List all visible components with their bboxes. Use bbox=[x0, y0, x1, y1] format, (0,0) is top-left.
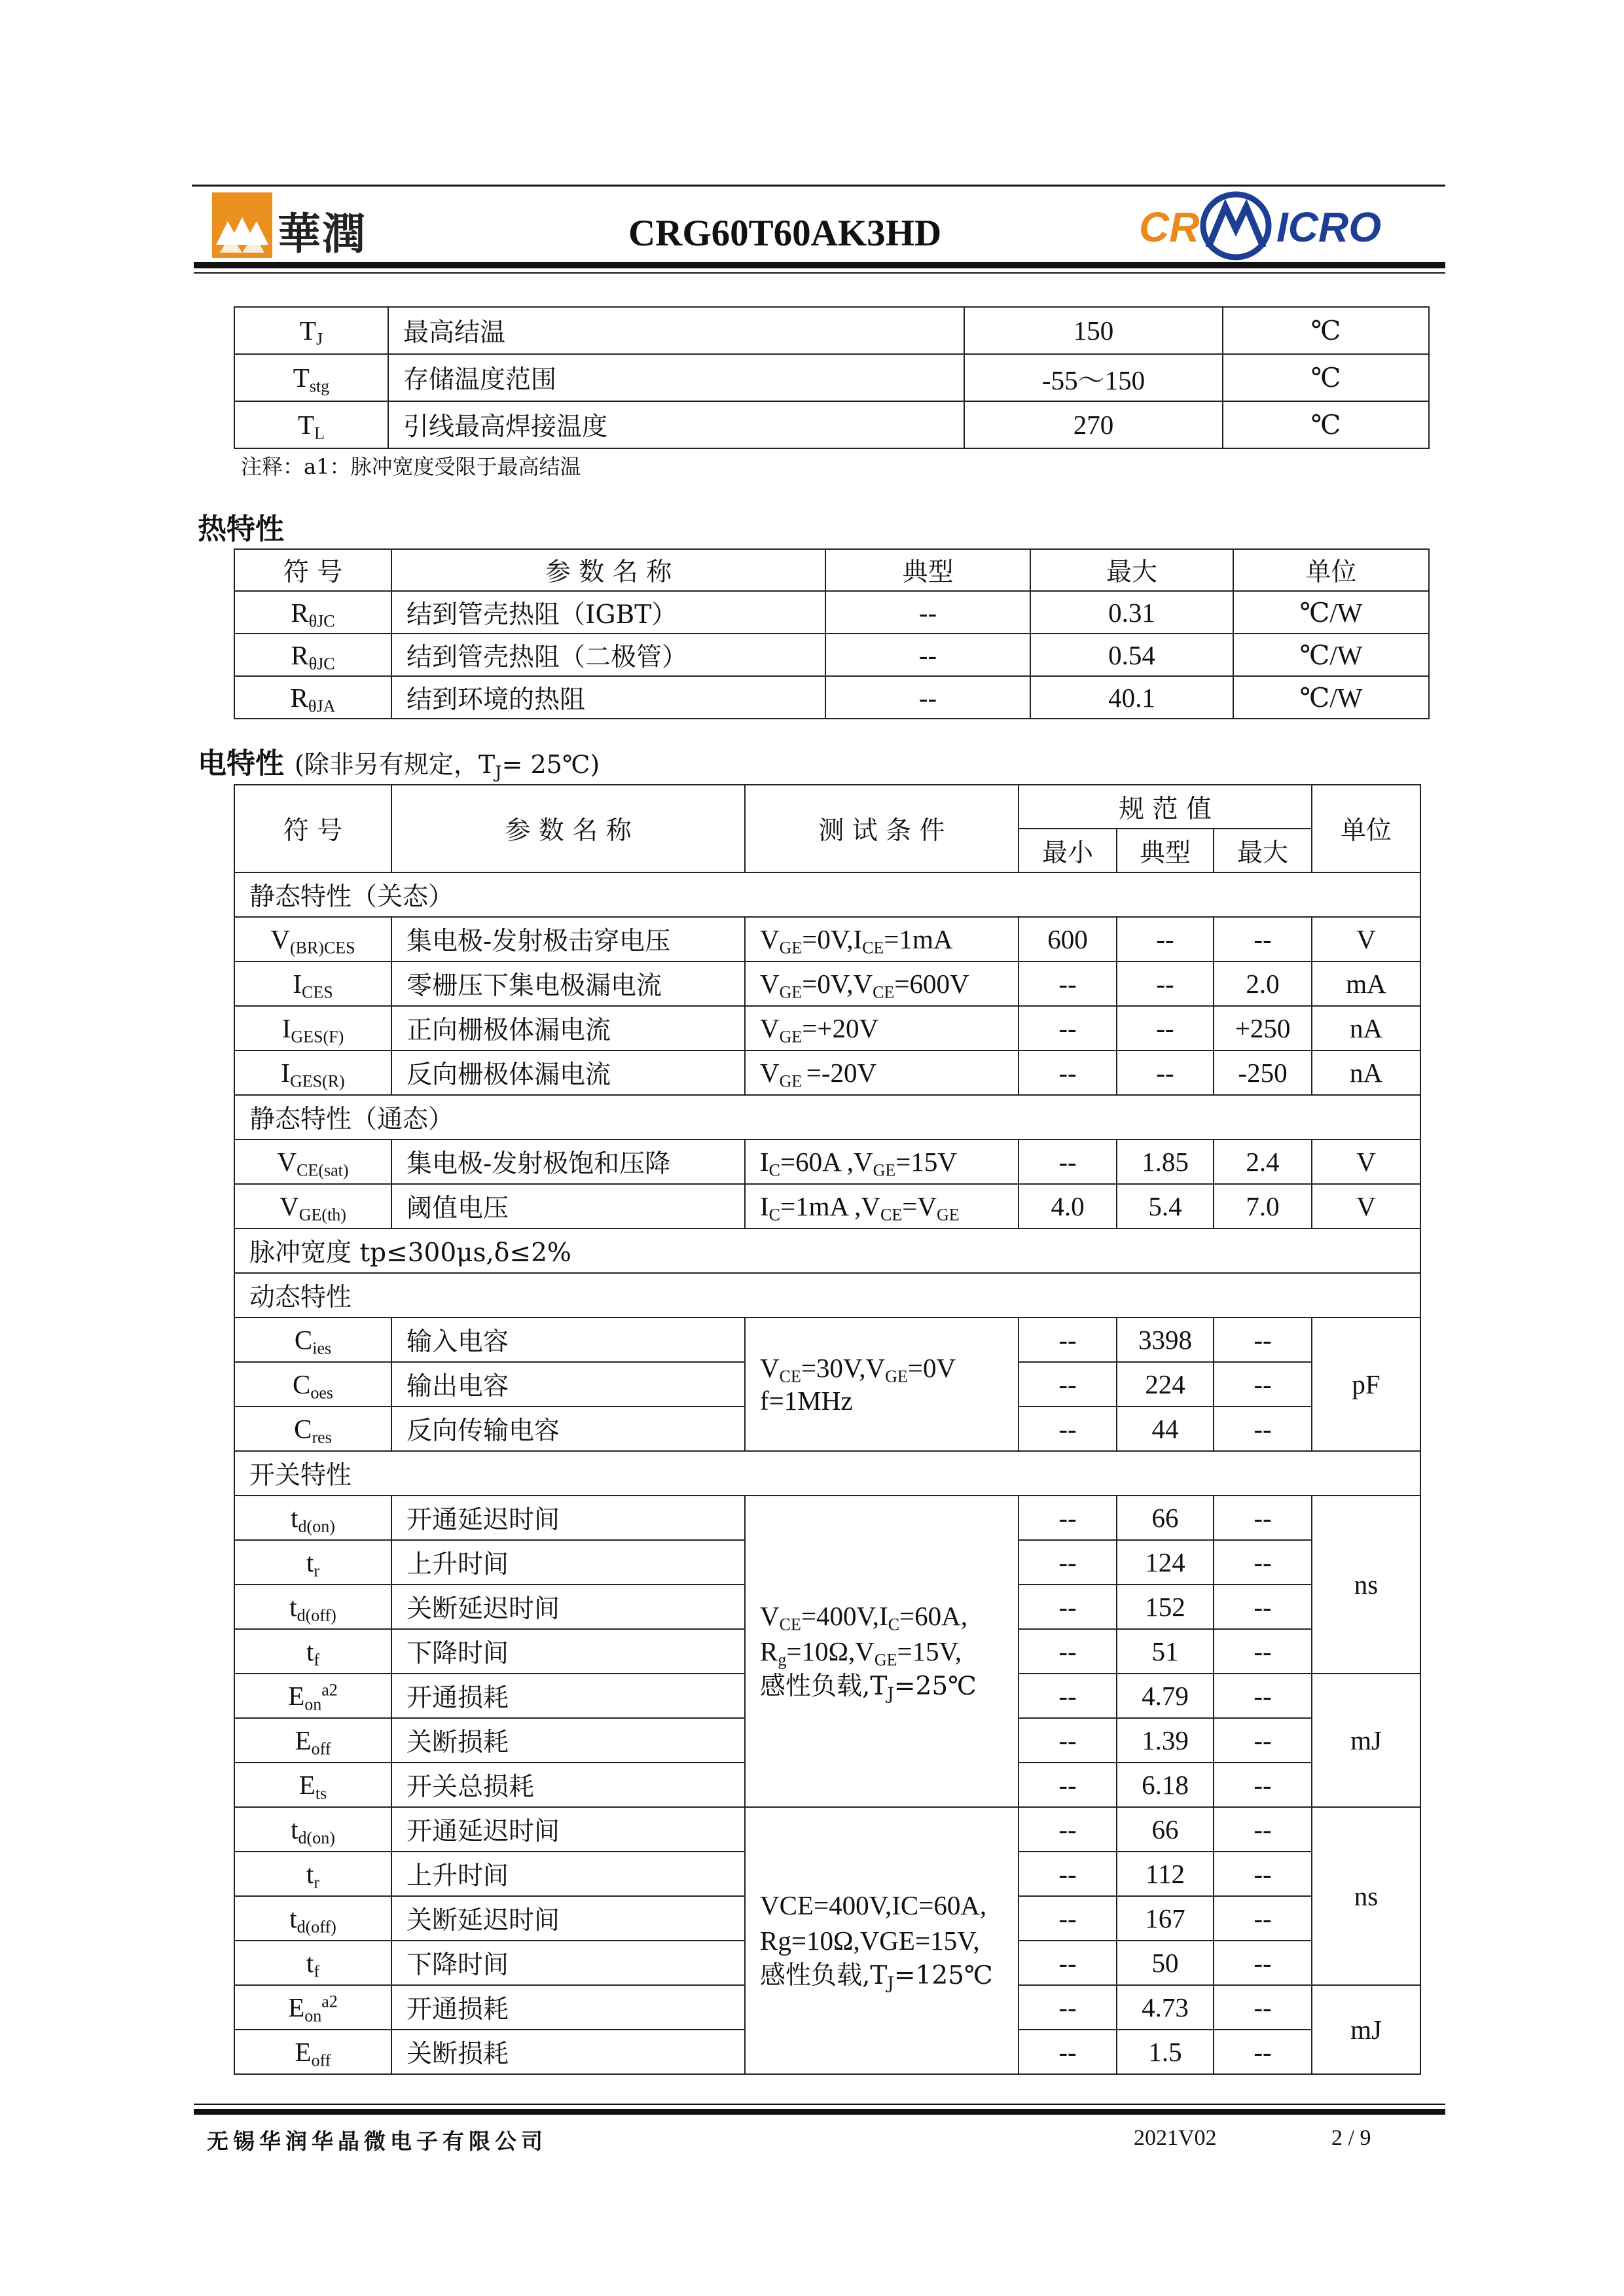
table-row: $R_{\theta JA}$ 结到环境的热阻 -- 40.1 ℃/W bbox=[234, 676, 1429, 719]
table-row: $R_{\theta JC}$ 结到管壳热阻（二极管） -- 0.54 ℃/W bbox=[234, 634, 1429, 676]
section-row-switching: 开关特性 bbox=[234, 1451, 1420, 1496]
table-row: $T_J$ 最高结温 150 ℃ bbox=[234, 307, 1429, 354]
table-row: $V_{GE(th)}$ 阈值电压 $I_C=1mA$ $,V_{CE}=V_{GE}$ 4.0 5.4 7.0 V bbox=[234, 1184, 1420, 1229]
table-row: $E_{on}^{a2}$ 开通损耗 -- 4.79 -- mJ bbox=[234, 1674, 1420, 1718]
absolute-max-table bbox=[234, 306, 1430, 449]
footer-page-number: 2 / 9 bbox=[1331, 2126, 1371, 2150]
table-row: $t_{d(off)}$ 关断延迟时间 -- 152 -- bbox=[234, 1585, 1420, 1629]
brand-logo-left bbox=[212, 190, 369, 262]
table-row: $I_{CES}$ 零栅压下集电极漏电流 $V_{GE}=0V,V_{CE}=600V$ -- -- 2.0 mA bbox=[234, 961, 1420, 1006]
document-title: CRG60T60AK3HD bbox=[628, 213, 942, 254]
section-row-pulse: 脉冲宽度 tp≤300μs,δ≤2% bbox=[234, 1229, 1420, 1273]
section-title-electrical: 电特性 (除非另有规定，$T_J=$ 25℃) bbox=[198, 747, 600, 783]
table-row: $E_{off}$ 关断损耗 -- 1.39 -- bbox=[234, 1718, 1420, 1763]
logo-cr-text: CR bbox=[1139, 204, 1200, 251]
table-header-row: 符 号 参 数 名 称 典型 最大 单位 bbox=[234, 549, 1429, 591]
table-row: $T_{stg}$ 存储温度范围 -55～150 ℃ bbox=[234, 354, 1429, 401]
table-row: $C_{res}$ 反向传输电容 -- 44 -- bbox=[234, 1407, 1420, 1451]
footnote: 注释：a1：脉冲宽度受限于最高结温 bbox=[241, 454, 581, 479]
table-row: $t_{d(on)}$ 开通延迟时间 $V_{CE}=400V,I_C=60A$, $R_g=10\Omega,V_{GE}=15V$, 感性负载$,T_J=25℃$ -- 66 -- ns bbox=[234, 1496, 1420, 1540]
table-row: $C_{oes}$ 输出电容 -- 224 -- bbox=[234, 1362, 1420, 1407]
thermal-table bbox=[234, 548, 1430, 719]
electrical-table bbox=[234, 784, 1421, 2075]
footer-version: 2021V02 bbox=[1134, 2126, 1217, 2150]
table-row: $t_r$ 上升时间 -- 112 -- bbox=[234, 1852, 1420, 1896]
logo-m-icon bbox=[1197, 190, 1275, 262]
table-row: $R_{\theta JC}$ 结到管壳热阻（IGBT） -- 0.31 ℃/W bbox=[234, 591, 1429, 634]
table-header-row: 符 号 参 数 名 称 测 试 条 件 规 范 值 单位 bbox=[234, 785, 1420, 829]
logo-icro-text: ICRO bbox=[1276, 204, 1381, 251]
table-row: $t_f$ 下降时间 -- 50 -- bbox=[234, 1941, 1420, 1985]
table-row: $t_{d(off)}$ 关断延迟时间 -- 167 -- bbox=[234, 1896, 1420, 1941]
section-row-static-on: 静态特性（通态） bbox=[234, 1095, 1420, 1139]
table-row: $I_{GES(F)}$ 正向栅极体漏电流 $V_{GE}=+20V$ -- -- +250 nA bbox=[234, 1006, 1420, 1050]
table-row: $C_{ies}$ 输入电容 $V_{CE}=30V,V_{GE}=0V$ f=1MHz -- 3398 -- pF bbox=[234, 1318, 1420, 1362]
section-row-static-off: 静态特性（关态） bbox=[234, 872, 1420, 917]
table-row: $I_{GES(R)}$ 反向栅极体漏电流 $V_{GE} =-20V$ -- -- -250 nA bbox=[234, 1050, 1420, 1095]
footer-company: 无锡华润华晶微电子有限公司 bbox=[207, 2128, 547, 2154]
table-row: $T_L$ 引线最高焊接温度 270 ℃ bbox=[234, 401, 1429, 448]
section-row-dynamic: 动态特性 bbox=[234, 1273, 1420, 1318]
table-row: $t_{d(on)}$ 开通延迟时间 VCE=400V,IC=60A, Rg=10Ω,VGE=15V, 感性负载$,T_J=125℃$ -- 66 -- ns bbox=[234, 1807, 1420, 1852]
table-row: $t_f$ 下降时间 -- 51 -- bbox=[234, 1629, 1420, 1674]
brand-logo-right bbox=[1139, 190, 1407, 262]
brand-mark-icon bbox=[212, 192, 272, 258]
table-header-row: 最小 典型 最大 bbox=[234, 829, 1420, 872]
table-row: $t_r$ 上升时间 -- 124 -- bbox=[234, 1540, 1420, 1585]
table-row: $E_{on}^{a2}$ 开通损耗 -- 4.73 -- mJ bbox=[234, 1985, 1420, 2030]
table-row: $V_{(BR)CES}$ 集电极-发射极击穿电压 $V_{GE}=0V,I_{CE}=1mA$ 600 -- -- V bbox=[234, 917, 1420, 961]
table-row: $E_{ts}$ 开关总损耗 -- 6.18 -- bbox=[234, 1763, 1420, 1807]
table-row: $E_{off}$ 关断损耗 -- 1.5 -- bbox=[234, 2030, 1420, 2074]
table-row: $V_{CE(sat)}$ 集电极-发射极饱和压降 $I_C=60A$ $,V_{GE}=15V$ -- 1.85 2.4 V bbox=[234, 1139, 1420, 1184]
brand-name-cn: 華潤 bbox=[278, 208, 367, 259]
section-title-thermal: 热特性 bbox=[198, 512, 284, 546]
